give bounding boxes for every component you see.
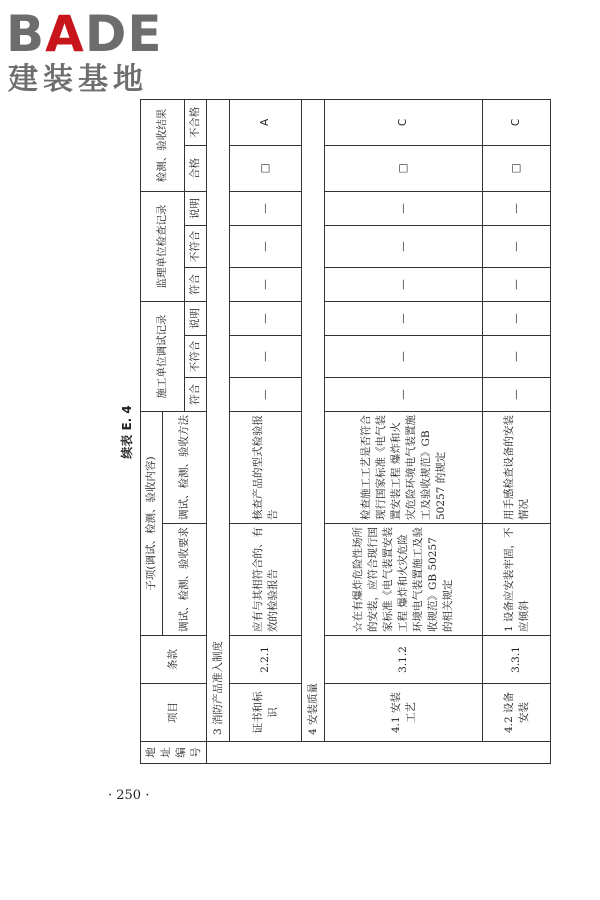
- row-s-conform: —: [483, 267, 551, 301]
- header-construction: 施工单位调试记录: [141, 301, 185, 411]
- table-row: [483, 99, 551, 763]
- row-s-note: —: [230, 191, 302, 225]
- row-s-nonconform: —: [483, 225, 551, 267]
- header-c-nonconform: 不符合: [185, 335, 207, 377]
- row-requirement: ☆在有爆炸危险性场所的安装，应符合现行国家标准《电气装置安装工程 爆炸和火灾危险环境电气装置施工及验收规范》GB 50257 的相关规定: [325, 524, 483, 636]
- row-method: 检查施工工艺是否符合现行国家标准《电气装置安装工程 爆炸和火灾危险环境电气装置施工及验收规范》GB 50257 的规定: [325, 411, 483, 523]
- header-c-note: 说明: [185, 301, 207, 335]
- header-s-note: 说明: [185, 191, 207, 225]
- header-requirement: 调试、检测、验收要求: [163, 524, 207, 636]
- logo-wordmark: BADE: [6, 5, 163, 63]
- row-requirement: 1 设备应安装牢固，不应倾斜: [483, 524, 551, 636]
- row-c-conform: —: [230, 377, 302, 411]
- row-c-nonconform: —: [230, 335, 302, 377]
- header-address-code: 地址编号: [141, 742, 207, 764]
- header-supervision: 监理单位检查记录: [141, 191, 185, 301]
- row-clause: 3.1.2: [325, 636, 483, 684]
- row-item: 4.1 安装工艺: [325, 684, 483, 742]
- row-clause: 2.2.1: [230, 636, 302, 684]
- row-result-fail: A: [230, 99, 302, 145]
- row-method: 用手感检查设备的安装情况: [483, 411, 551, 523]
- row-item: 4.2 设备安装: [483, 684, 551, 742]
- row-c-note: —: [325, 301, 483, 335]
- header-subitem: 子项(调试、检测、验收内容): [141, 411, 163, 635]
- row-result-pass: □: [483, 145, 551, 191]
- row-s-nonconform: —: [230, 225, 302, 267]
- row-c-conform: —: [483, 377, 551, 411]
- row-c-note: —: [483, 301, 551, 335]
- header-item: 项目: [141, 684, 207, 742]
- row-result-pass: □: [230, 145, 302, 191]
- row-requirement: 应有与其相符合的、有效的检验报告: [230, 524, 302, 636]
- header-clause: 条款: [141, 636, 207, 684]
- row-c-note: —: [230, 301, 302, 335]
- row-item: 证书和标识: [230, 684, 302, 742]
- row-result-pass: □: [325, 145, 483, 191]
- header-result: 检测、验收结果: [141, 99, 185, 191]
- row-method: 核查产品的型式检验报告: [230, 411, 302, 523]
- header-s-nonconform: 不符合: [185, 225, 207, 267]
- section-product-access: 3 消防产品准入制度: [207, 99, 230, 741]
- section-install-quality: 4 安装质量: [302, 99, 325, 741]
- rotated-table-page: [118, 100, 530, 764]
- logo-subtitle: 建装基地: [8, 62, 148, 97]
- header-fail: 不合格: [185, 99, 207, 145]
- header-pass: 合格: [185, 145, 207, 191]
- table-caption: 续表 E. 4: [120, 405, 134, 459]
- row-s-conform: —: [230, 267, 302, 301]
- address-code-cell: [207, 742, 551, 764]
- row-clause: 3.3.1: [483, 636, 551, 684]
- row-s-note: —: [483, 191, 551, 225]
- page-number: · 250 ·: [108, 788, 150, 803]
- bade-logo: [6, 6, 176, 106]
- row-s-conform: —: [325, 267, 483, 301]
- table-row: [325, 99, 483, 763]
- row-c-nonconform: —: [483, 335, 551, 377]
- header-s-conform: 符合: [185, 267, 207, 301]
- row-s-nonconform: —: [325, 225, 483, 267]
- row-c-nonconform: —: [325, 335, 483, 377]
- header-method: 调试、检测、验收方法: [163, 411, 207, 523]
- header-c-conform: 符合: [185, 377, 207, 411]
- inspection-table: [140, 99, 551, 764]
- row-result-fail: C: [325, 99, 483, 145]
- row-c-conform: —: [325, 377, 483, 411]
- row-s-note: —: [325, 191, 483, 225]
- table-row: [230, 99, 302, 763]
- row-result-fail: C: [483, 99, 551, 145]
